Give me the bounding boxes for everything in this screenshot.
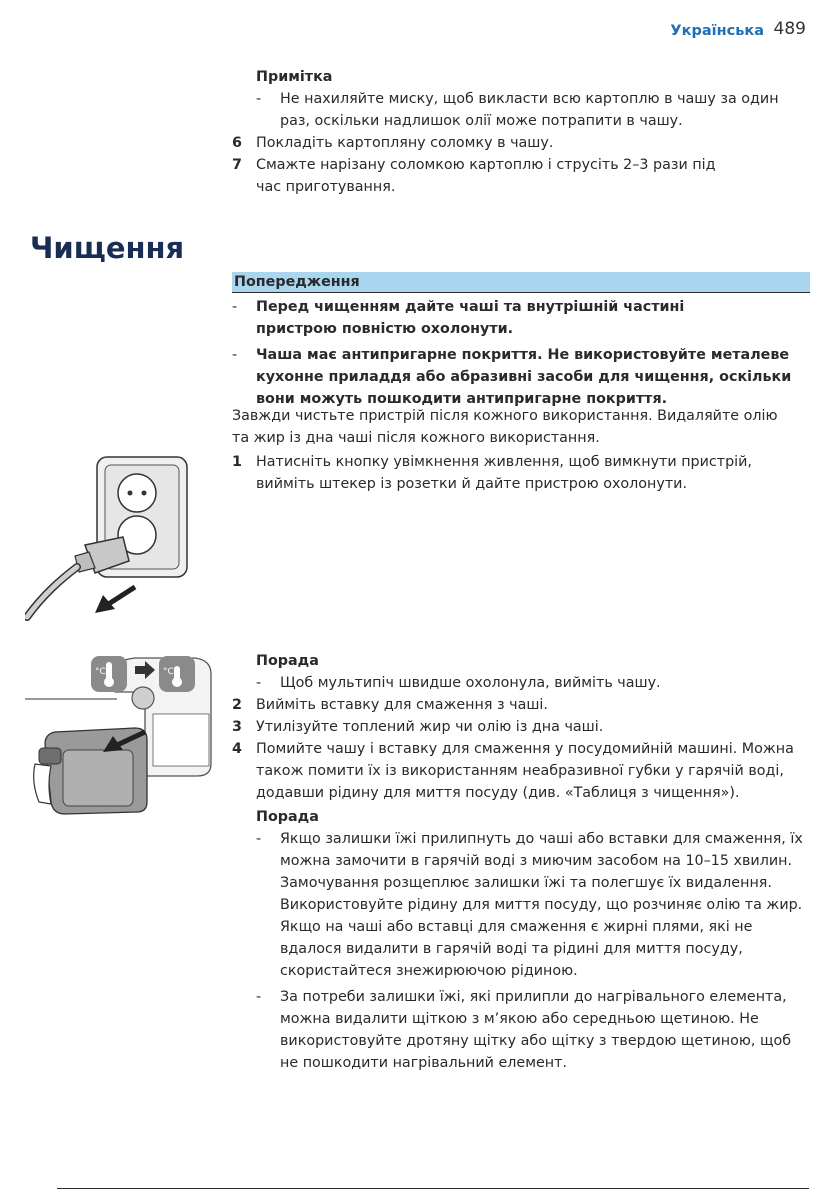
bullet-dash: - bbox=[256, 675, 262, 691]
bullet-dash: - bbox=[256, 989, 262, 1005]
tip-item-text: Щоб мультипіч швидше охолонула, вийміть чашу. bbox=[280, 675, 661, 691]
thermometer-bulb bbox=[104, 677, 114, 687]
bullet-dash: - bbox=[256, 91, 262, 107]
warning-item bbox=[232, 296, 811, 340]
basket-front bbox=[63, 750, 133, 806]
step-text: Смажте нарізану соломкою картоплю і струсіть 2–3 рази під час приготування. bbox=[256, 157, 716, 195]
tip-block bbox=[256, 650, 811, 694]
appliance-cavity bbox=[153, 714, 209, 766]
step-item bbox=[232, 716, 811, 738]
step-text: Покладіть картопляну соломку в чашу. bbox=[256, 135, 554, 151]
socket-outlet-top bbox=[118, 474, 156, 512]
warning-item-text: Чаша має антипригарне покриття. Не використовуйте металеве кухонне приладдя або абразивні засоби для чищення, оскільки вони можуть пошкодити антипригарне покриття. bbox=[256, 347, 792, 407]
bullet-dash: - bbox=[232, 299, 238, 315]
basket-handle bbox=[39, 748, 61, 764]
tip-item-text: За потреби залишки їжі, які прилипли до нагрівального елемента, можна видалити щіткою з м’якою або середньою щетиною. Не використовуйте дротяну щітку або щітку з твердою щетиною, щоб не пошкодити нагрівальний елемент. bbox=[280, 989, 792, 1071]
tip-title: Порада bbox=[256, 653, 319, 669]
warning-title: Попередження bbox=[234, 274, 360, 290]
steps-list-b bbox=[232, 694, 811, 804]
step-item bbox=[232, 694, 811, 716]
step-item bbox=[232, 451, 811, 495]
arrow-shaft bbox=[107, 587, 135, 605]
warning-item bbox=[232, 344, 811, 410]
unplug-illustration bbox=[25, 455, 195, 625]
step-text: Натисніть кнопку увімкнення живлення, щоб вимкнути пристрій, вийміть штекер із розетки й дайте пристрою охолонути. bbox=[256, 454, 752, 492]
warning-list bbox=[232, 296, 811, 410]
note-item-text: Не нахиляйте миску, щоб викласти всю картоплю в чашу за один раз, оскільки надлишок олії може потрапити в чашу. bbox=[280, 91, 779, 129]
tip-item bbox=[256, 828, 811, 982]
step-text: Вийміть вставку для смаження з чаші. bbox=[256, 697, 548, 713]
note-block bbox=[256, 66, 811, 132]
bullet-dash: - bbox=[232, 347, 238, 363]
step-number: 3 bbox=[232, 719, 242, 735]
page-number: 489 bbox=[773, 19, 806, 39]
tip-item bbox=[256, 672, 811, 694]
footer-rule bbox=[57, 1188, 809, 1189]
step-text: Помийте чашу і вставку для смаження у посудомийній машині. Можна також помити їх із використанням неабразивної губки у гарячій воді, додавши рідину для миття посуду (див. «Таблиця з чищення»). bbox=[256, 741, 794, 801]
socket-hole bbox=[128, 491, 133, 496]
appliance-knob bbox=[132, 687, 154, 709]
steps-list-a bbox=[232, 132, 811, 198]
tip-item-text: Якщо залишки їжі прилипнуть до чаші або вставки для смаження, їх можна замочити в гарячій воді з миючим засобом на 10–15 хвилин. Замочування розщеплює залишки їжі та полегшує їх видалення. Використовуйте рідину для миття посуду, що розчиняє олію та жир. Якщо на чаші або вставці для смаження є жирні плями, які не вдалося видалити в гарячій воді та рідині для миття посуду, скористайтеся знежирюючою рідиною. bbox=[280, 831, 803, 979]
thermometer-bulb bbox=[172, 677, 182, 687]
step-number: 2 bbox=[232, 697, 242, 713]
note-item bbox=[256, 88, 811, 132]
tip-block bbox=[256, 806, 811, 1074]
intro-paragraph: Завжди чистьте пристрій після кожного використання. Видаляйте олію та жир із дна чаші після кожного використання. bbox=[232, 408, 778, 446]
section-title: Чищення bbox=[30, 231, 185, 265]
tip-item bbox=[256, 986, 811, 1074]
step-item bbox=[232, 738, 811, 804]
step-number: 4 bbox=[232, 741, 242, 757]
step-number: 6 bbox=[232, 135, 242, 151]
note-title: Примітка bbox=[256, 69, 333, 85]
remove-basket-illustration bbox=[25, 652, 215, 822]
tip-title: Порада bbox=[256, 809, 319, 825]
header-language: Українська bbox=[670, 23, 764, 39]
step-text: Утилізуйте топлений жир чи олію із дна чаші. bbox=[256, 719, 604, 735]
hand-icon bbox=[34, 764, 51, 804]
step-item bbox=[232, 154, 811, 198]
step-number: 7 bbox=[232, 157, 242, 173]
temperature-label-right: °C bbox=[163, 667, 174, 677]
temperature-label-left: °C bbox=[95, 667, 106, 677]
bullet-dash: - bbox=[256, 831, 262, 847]
step-item bbox=[232, 132, 811, 154]
step-number: 1 bbox=[232, 454, 242, 470]
warning-item-text: Перед чищенням дайте чаші та внутрішній частині пристрою повністю охолонути. bbox=[256, 299, 685, 337]
socket-hole bbox=[142, 491, 147, 496]
